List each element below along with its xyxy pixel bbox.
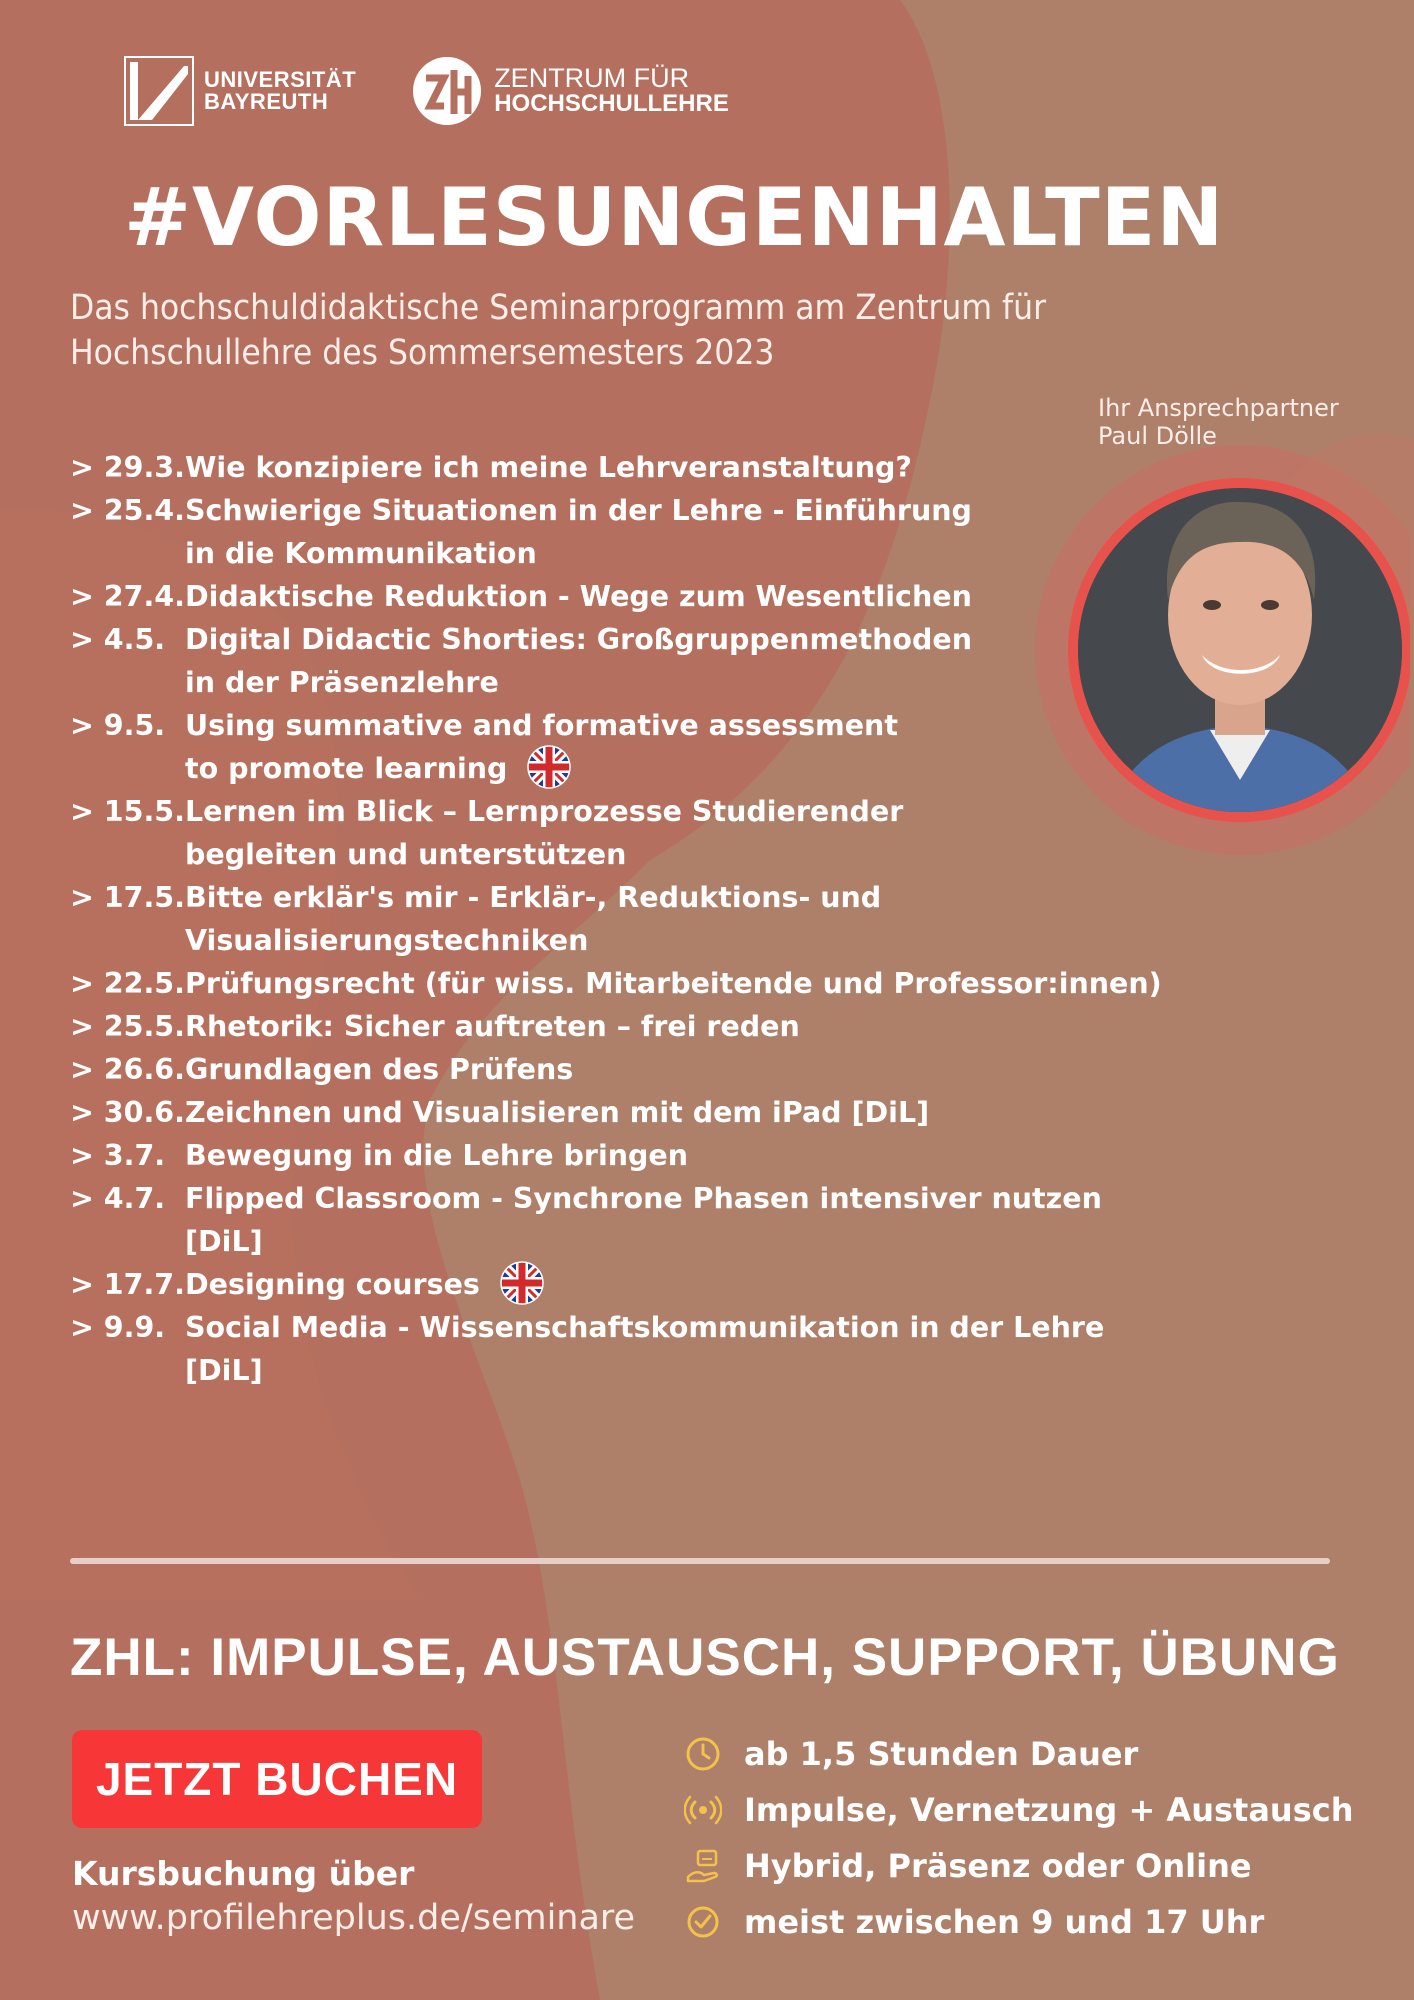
- seminar-item: [70, 575, 1180, 618]
- time-check-icon: [684, 1903, 722, 1941]
- feature-text: ab 1,5 Stunden Dauer: [744, 1735, 1139, 1773]
- seminar-title-text: Bitte erklär's mir - Erklär-, Reduktions- und Visualisierungstechniken: [185, 881, 882, 957]
- seminar-date: > 4.7.: [70, 1182, 166, 1215]
- seminar-title-text: Didaktische Reduktion - Wege zum Wesentlichen: [185, 580, 972, 613]
- broadcast-icon: [684, 1791, 722, 1829]
- contact-label: Ihr Ansprechpartner: [1098, 394, 1339, 422]
- seminar-title: [185, 962, 1180, 1005]
- seminar-title: [185, 1306, 1180, 1392]
- seminar-date: > 30.6.: [70, 1096, 185, 1129]
- feature-list: [684, 1726, 1353, 1950]
- seminar-title-text: Schwierige Situationen in der Lehre - Einführung in die Kommunikation: [185, 494, 972, 570]
- seminar-title-text: Grundlagen des Prüfens: [185, 1053, 574, 1086]
- clock-icon: [684, 1735, 722, 1773]
- seminar-title: [185, 1263, 1180, 1306]
- seminar-date: > 26.6.: [70, 1053, 185, 1086]
- seminar-date: > 3.7.: [70, 1139, 166, 1172]
- uk-flag-icon: [527, 745, 571, 789]
- seminar-item: [70, 704, 1180, 790]
- page-title: #VORLESUNGENHALTEN: [124, 171, 1225, 264]
- uk-flag-icon: [500, 1261, 544, 1305]
- seminar-title: [185, 790, 1180, 876]
- seminar-date: > 17.7.: [70, 1268, 185, 1301]
- seminar-title-text: Designing courses: [185, 1268, 480, 1301]
- feature-item: [684, 1726, 1353, 1782]
- seminar-item: [70, 1306, 1180, 1392]
- seminar-item: [70, 962, 1180, 1005]
- seminar-title-text: Social Media - Wissenschaftskommunikation in der Lehre [DiL]: [185, 1311, 1105, 1387]
- feature-item: [684, 1782, 1353, 1838]
- feature-text: Hybrid, Präsenz oder Online: [744, 1847, 1252, 1885]
- seminar-title-text: Using summative and formative assessment to promote learning: [185, 709, 898, 785]
- booking-label: Kursbuchung über: [72, 1854, 415, 1893]
- seminar-title-text: Prüfungsrecht (für wiss. Mitarbeitende und Professor:innen): [185, 967, 1162, 1000]
- seminar-date: > 15.5.: [70, 795, 185, 828]
- seminar-title: [185, 1134, 1180, 1177]
- zhl-wordmark: [494, 63, 729, 117]
- seminar-date: > 29.3.: [70, 451, 185, 484]
- book-now-button[interactable]: JETZT BUCHEN: [72, 1730, 482, 1828]
- section-divider: [70, 1558, 1330, 1564]
- seminar-title-text: Rhetorik: Sicher auftreten – frei reden: [185, 1010, 800, 1043]
- seminar-title: [185, 1048, 1180, 1091]
- seminar-item: [70, 1091, 1180, 1134]
- seminar-item: [70, 1177, 1180, 1263]
- seminar-title: [185, 489, 1180, 575]
- seminar-title-text: Wie konzipiere ich meine Lehrveranstaltung?: [185, 451, 912, 484]
- seminar-item: [70, 1005, 1180, 1048]
- seminar-date: > 25.4.: [70, 494, 185, 527]
- seminar-item: [70, 1263, 1180, 1306]
- seminar-title-text: Digital Didactic Shorties: Großgruppenmethoden in der Präsenzlehre: [185, 623, 972, 699]
- seminar-list: [70, 446, 1180, 1392]
- seminar-date: > 27.4.: [70, 580, 185, 613]
- feature-text: Impulse, Vernetzung + Austausch: [744, 1791, 1354, 1829]
- seminar-date: > 9.5.: [70, 709, 166, 742]
- seminar-item: [70, 1048, 1180, 1091]
- tagline: ZHL: IMPULSE, AUSTAUSCH, SUPPORT, ÜBUNG: [70, 1628, 1340, 1687]
- zhl-line2: HOCHSCHULLEHRE: [494, 90, 729, 117]
- page-subtitle: Das hochschuldidaktische Seminarprogramm am Zentrum für Hochschullehre des Sommersemesters 2023: [70, 288, 1047, 373]
- booking-link[interactable]: www.profilehreplus.de/seminare: [72, 1898, 636, 1938]
- seminar-title-text: Lernen im Blick – Lernprozesse Studierender begleiten und unterstützen: [185, 795, 904, 871]
- hybrid-icon: [684, 1847, 722, 1885]
- university-wordmark: [204, 69, 356, 113]
- zhl-logo-icon: [412, 56, 482, 126]
- seminar-title: [185, 618, 1180, 704]
- seminar-item: [70, 618, 1180, 704]
- seminar-title: [185, 1005, 1180, 1048]
- seminar-title: [185, 1177, 1180, 1263]
- seminar-date: > 17.5.: [70, 881, 185, 914]
- feature-item: [684, 1838, 1353, 1894]
- seminar-date: > 22.5.: [70, 967, 185, 1000]
- seminar-item: [70, 446, 1180, 489]
- feature-item: [684, 1894, 1353, 1950]
- seminar-item: [70, 876, 1180, 962]
- seminar-title: [185, 704, 1180, 790]
- university-line2: BAYREUTH: [204, 89, 329, 114]
- seminar-date: > 9.9.: [70, 1311, 166, 1344]
- seminar-item: [70, 1134, 1180, 1177]
- seminar-title: [185, 446, 1180, 489]
- seminar-item: [70, 790, 1180, 876]
- seminar-title-text: Flipped Classroom - Synchrone Phasen intensiver nutzen [DiL]: [185, 1182, 1102, 1258]
- logo-bar: [124, 55, 729, 127]
- feature-text: meist zwischen 9 und 17 Uhr: [744, 1903, 1265, 1941]
- seminar-title: [185, 876, 1180, 962]
- university-line1: UNIVERSITÄT: [204, 67, 357, 92]
- seminar-title-text: Bewegung in die Lehre bringen: [185, 1139, 689, 1172]
- seminar-date: > 25.5.: [70, 1010, 185, 1043]
- contact-name: Paul Dölle: [1098, 422, 1217, 450]
- seminar-title: [185, 1091, 1180, 1134]
- university-bayreuth-logo-icon: [124, 56, 194, 126]
- seminar-title-text: Zeichnen und Visualisieren mit dem iPad [DiL]: [185, 1096, 930, 1129]
- seminar-title: [185, 575, 1180, 618]
- seminar-item: [70, 489, 1180, 575]
- zhl-line1: ZENTRUM FÜR: [494, 63, 690, 93]
- seminar-date: > 4.5.: [70, 623, 166, 656]
